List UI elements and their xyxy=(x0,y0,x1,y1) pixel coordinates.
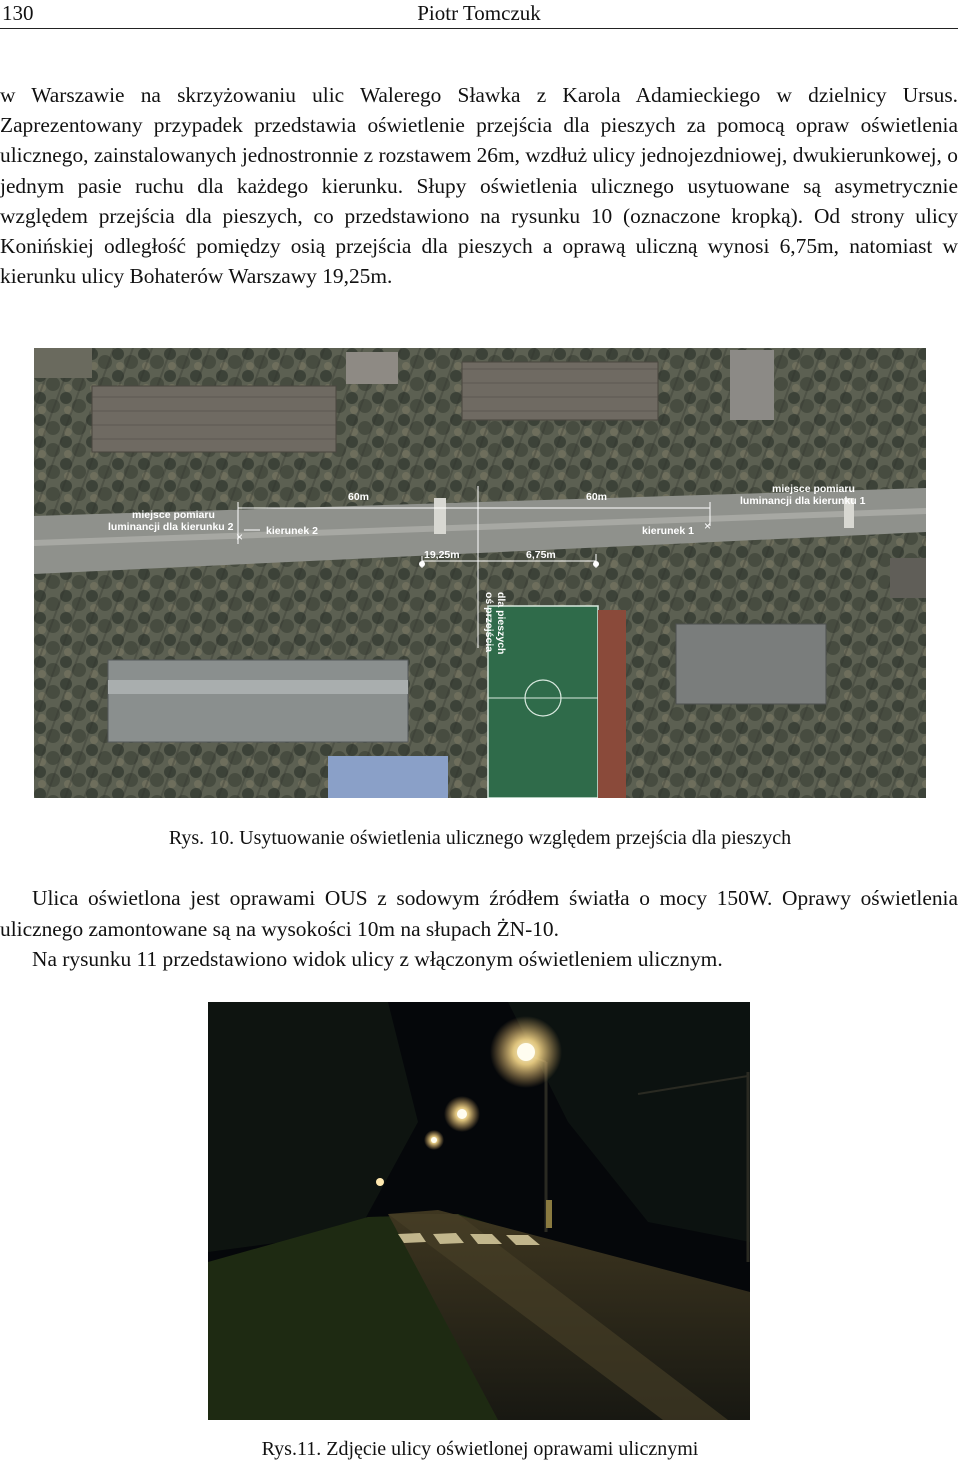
building-far-right xyxy=(890,558,926,598)
figure-11-caption: Rys.11. Zdjęcie ulicy oświetlonej oprawami ulicznymi xyxy=(261,1438,699,1460)
building-corner xyxy=(34,348,92,378)
building-top-center xyxy=(462,362,658,420)
measure-point-2-label-line2: luminancji dla kierunku 2 xyxy=(108,521,234,533)
aerial-map xyxy=(34,348,926,798)
building-top-right xyxy=(730,350,774,420)
school-building xyxy=(108,660,408,742)
distance-left-label: 19,25m xyxy=(424,549,460,561)
direction-1-label: kierunek 1 xyxy=(642,525,694,537)
crossing-axis-label-line2: dla pieszych xyxy=(495,592,507,655)
crossing-axis-label xyxy=(483,592,507,654)
bollard-sign xyxy=(546,1200,552,1228)
measure-point-1-label-line2: luminancji dla kierunku 1 xyxy=(740,495,866,507)
span-left-label: 60m xyxy=(348,491,370,503)
building-bottom-right xyxy=(676,624,826,704)
measure-point-1-marker: × xyxy=(704,519,712,533)
running-track xyxy=(598,610,626,798)
page-number: 130 xyxy=(2,1,34,25)
measure-point-1-label-line1: miejsce pomiaru xyxy=(772,483,855,495)
paragraph-2: Ulica oświetlona jest oprawami OUS z sodowym źródłem światła o mocy 150W. Oprawy oświetlenia ulicznego zamontowane są na wysokości 10m na słupach ŻN-10. xyxy=(0,886,958,941)
figure-11-night-photo xyxy=(208,1002,750,1420)
paragraph-1: w Warszawie na skrzyżowaniu ulic Walerego Sławka z Karola Adamieckiego w dzielnicy Ursus. Zaprezentowany przypadek przedstawia oświetlenie przejścia dla pieszych za pomocą opraw oświetlenia ulicznego, zainstalowanych jednostronnie z rozstawem 26m, wzdłuż ulicy jednojezdniowej, dwukierunkowej, o jednym pasie ruchu dla każdego kierunku. Słupy oświetlenia ulicznego usytuowane są asymetrycznie względem przejścia dla pieszych, co przedstawiono na rysunku 10 (oznaczone kropką). Od strony ulicy Konińskiej odległość pomiędzy osią przejścia dla pieszych a oprawą uliczną wynosi 6,75m, natomiast w kierunku ulicy Bohaterów Warszawy 19,25m. xyxy=(0,83,958,289)
building-small-top xyxy=(346,352,398,384)
crossing-axis-label-line1: oś przejścia xyxy=(483,592,495,653)
building-top-left xyxy=(92,386,336,452)
distance-right-label: 6,75m xyxy=(526,549,556,561)
street-lamp-2 xyxy=(457,1109,467,1119)
span-right-label: 60m xyxy=(586,491,608,503)
figure-10-aerial-photo xyxy=(34,348,926,798)
page-header xyxy=(0,0,958,29)
direction-2-label: kierunek 2 xyxy=(266,525,318,537)
measure-point-2-label-line1: miejsce pomiaru xyxy=(132,509,215,521)
distant-light xyxy=(376,1178,384,1186)
pedestrian-crossing-marking xyxy=(434,498,446,534)
paragraph-3: Na rysunku 11 przedstawiono widok ulicy z włączonym oświetleniem ulicznym. xyxy=(32,947,723,971)
measure-point-2-marker: × xyxy=(236,530,244,544)
night-street-scene xyxy=(208,1002,750,1420)
street-lamp-1 xyxy=(517,1043,535,1061)
street-lamp-right xyxy=(593,561,599,567)
street-lamp-left xyxy=(419,561,425,567)
blue-roof-building xyxy=(328,756,448,798)
figure-10-caption: Rys. 10. Usytuowanie oświetlenia ulicznego względem przejścia dla pieszych xyxy=(168,827,792,849)
school-roof-ridge xyxy=(108,680,408,694)
running-head-author: Piotr Tomczuk xyxy=(417,1,541,25)
street-lamp-3 xyxy=(431,1137,437,1143)
